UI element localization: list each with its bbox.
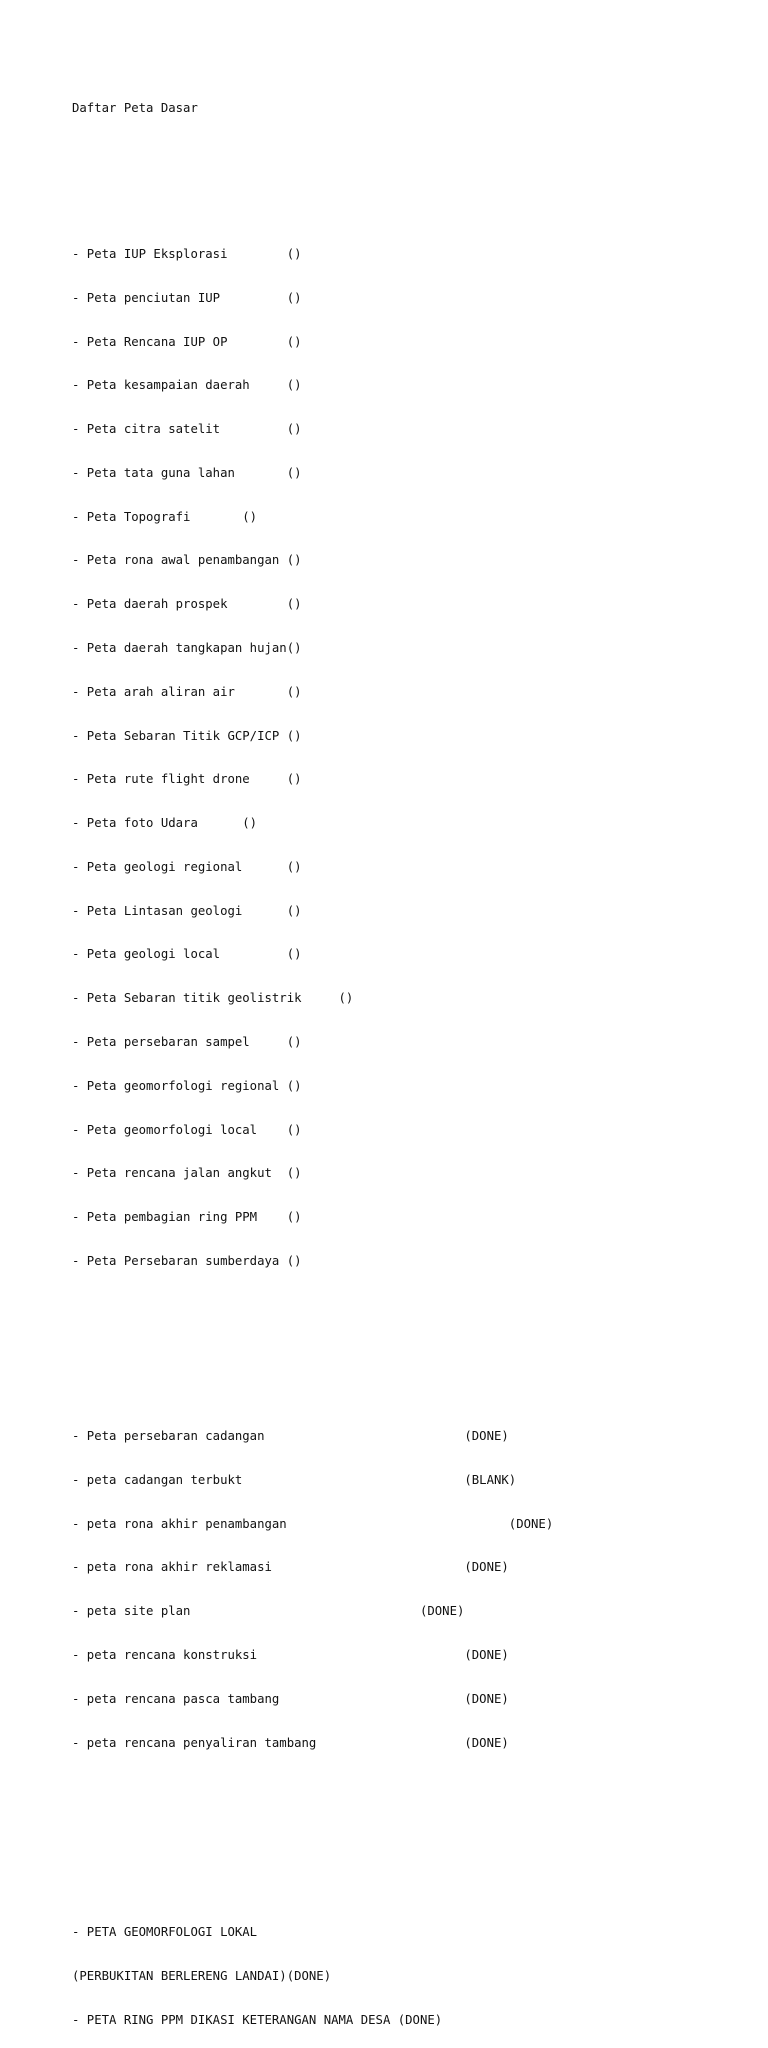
list-item: - Peta geologi regional () <box>72 859 302 874</box>
list-item: - Peta geologi local () <box>72 947 302 962</box>
list-item: - Peta tata guna lahan () <box>72 465 302 480</box>
list-item: - peta rona akhir reklamasi (DONE) <box>72 1560 509 1575</box>
list-item: - peta rencana penyaliran tambang (DONE) <box>72 1735 509 1750</box>
list-item: - PETA GEOMORFOLOGI LOKAL <box>72 1925 258 1940</box>
list-item: - Peta Rencana IUP OP () <box>72 334 302 349</box>
list-item: - Peta rute flight drone () <box>72 772 302 787</box>
list-item: - Peta pembagian ring PPM () <box>72 1210 302 1225</box>
list-item: - Peta geomorfologi local () <box>72 1122 302 1137</box>
list-item: - peta cadangan terbukt (BLANK) <box>72 1472 517 1487</box>
list-item: - Peta persebaran sampel () <box>72 1035 302 1049</box>
list-item: - Peta daerah tangkapan hujan() <box>72 640 302 655</box>
list-item: - Peta persebaran cadangan (DONE) <box>72 1429 509 1444</box>
document-body <box>72 72 553 2048</box>
list-item: - PETA RING PPM DIKASI KETERANGAN NAMA DESA (DONE) <box>72 2012 443 2027</box>
list-item: (PERBUKITAN BERLERENG LANDAI)(DONE) <box>72 1968 332 1983</box>
list-item: - Peta citra satelit () <box>72 422 302 437</box>
list-item: - Peta Lintasan geologi () <box>72 903 302 918</box>
document-title: Daftar Peta Dasar <box>72 101 198 116</box>
spacer <box>72 1341 553 1356</box>
list-item: - Peta Sebaran Titik GCP/ICP () <box>72 728 302 743</box>
list-item: - Peta foto Udara () <box>72 816 258 831</box>
list-item: - peta rencana konstruksi (DONE) <box>72 1647 509 1662</box>
list-item: - peta rona akhir penambangan (DONE) <box>72 1516 554 1531</box>
list-item: - peta rencana pasca tambang (DONE) <box>72 1691 509 1706</box>
list-item: - Peta rona awal penambangan () <box>72 553 302 568</box>
status-map-list <box>72 1400 553 1779</box>
list-item: - Peta kesampaian daerah () <box>72 378 302 393</box>
base-map-list <box>72 218 553 1298</box>
list-item: - peta site plan (DONE) <box>72 1604 465 1619</box>
list-item: - Peta penciutan IUP () <box>72 290 302 305</box>
list-item: - Peta geomorfologi regional () <box>72 1078 302 1093</box>
list-item: - Peta Persebaran sumberdaya () <box>72 1253 302 1268</box>
list-item: - Peta rencana jalan angkut () <box>72 1166 302 1181</box>
spacer <box>72 145 553 174</box>
list-item: - Peta arah aliran air () <box>72 684 302 699</box>
list-item: - Peta IUP Eksplorasi () <box>72 246 302 261</box>
list-item: - Peta Topografi () <box>72 509 258 524</box>
list-item: - Peta Sebaran titik geolistrik () <box>72 991 354 1006</box>
notes-list <box>72 1896 553 2048</box>
spacer <box>72 1823 553 1852</box>
list-item: - Peta daerah prospek () <box>72 597 302 612</box>
